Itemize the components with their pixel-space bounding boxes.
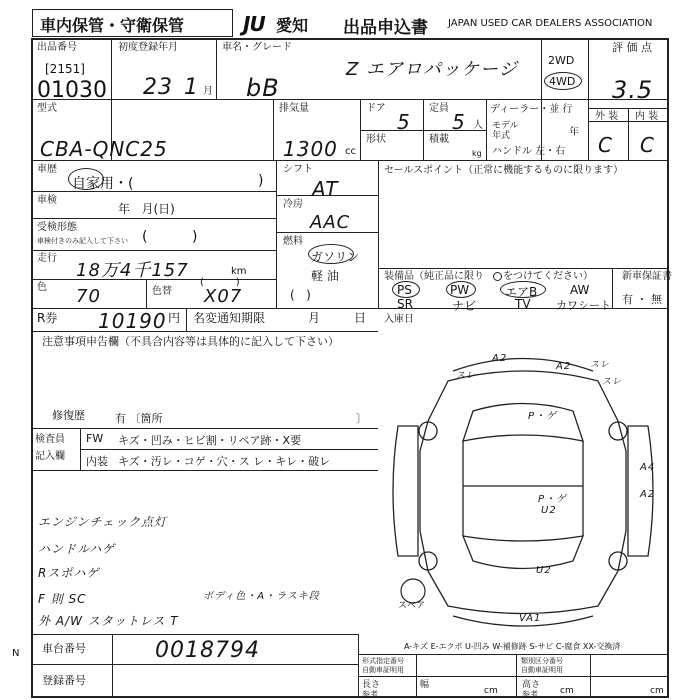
notes-label: 注意事項申告欄（不具合内容等は具体的に記入して下さい） <box>42 335 339 348</box>
frame-mid <box>31 664 358 665</box>
cert-div2 <box>516 654 517 698</box>
chassis-label: 車台番号 <box>42 642 86 655</box>
mark-a4-side: A4 <box>640 462 656 473</box>
inspector-label2: 記入欄 <box>35 451 65 462</box>
div-shift <box>378 160 379 308</box>
association-name: JAPAN USED CAR DEALERS ASSOCIATION <box>448 18 653 29</box>
history-value: 自家用・( <box>72 176 134 192</box>
reg-month: 1 <box>184 75 199 100</box>
warranty-value: 有 ・ 無 <box>622 293 662 306</box>
mark-u2-mid: U2 <box>541 505 557 516</box>
dealer-label: ディーラー・並 行 <box>490 104 573 115</box>
mileage-unit: km <box>231 266 247 277</box>
cooler: AAC <box>310 212 351 233</box>
shift: AT <box>312 177 339 201</box>
equip-item-aw: AW <box>570 283 590 297</box>
frame-top <box>31 634 358 635</box>
drive-2wd: 2WD <box>548 54 575 67</box>
fuel: ガソリン <box>311 250 360 264</box>
receipt-label: 受検形態 <box>37 222 77 233</box>
fuel-paren: ( ) <box>290 288 311 302</box>
frame-right <box>358 634 359 698</box>
doors: 5 <box>397 110 411 134</box>
color-change-label: 色替 <box>152 286 172 297</box>
notes-bottom <box>31 428 378 429</box>
seats-label: 定員 <box>429 103 449 114</box>
equip-top <box>378 268 669 269</box>
name-change-month: 月 <box>308 311 321 325</box>
cm-2: cm <box>560 686 574 696</box>
model-label: 型式 <box>37 103 57 114</box>
equipment-label: 装備品（純正品に限り <box>384 271 484 282</box>
mark-sure-3: スレ <box>602 377 623 387</box>
cert-sub2: 自動車証明用 <box>521 666 563 674</box>
name-change-day: 日 <box>354 311 367 325</box>
inspector-label1: 検査員 <box>35 434 65 445</box>
recycle-label: R券 <box>37 311 58 325</box>
mark-pge-2: P・ゲ <box>538 494 568 505</box>
cert-sub1: 自動車証明用 <box>362 666 404 674</box>
history-circle <box>68 168 104 190</box>
repair-value: 有 〔箇所 <box>115 412 163 425</box>
model-year-label: モデル <box>492 121 519 131</box>
door-label: ドア <box>366 103 386 114</box>
mileage: 18万4千157 <box>76 260 189 281</box>
inspection-value: 年 月(日) <box>118 202 175 216</box>
spare-label: スペア <box>398 601 426 611</box>
history-close: ) <box>258 173 264 189</box>
logo: JU <box>243 12 265 36</box>
cert-label1: 形式指定番号 <box>362 657 404 665</box>
sales-label: セールスポイント（正常に機能するものに限ります） <box>384 165 624 176</box>
recycle-div <box>186 308 187 331</box>
ref-label-1: 参考 <box>362 690 378 699</box>
cert-mid <box>358 676 669 677</box>
color: 70 <box>76 286 101 307</box>
mark-a2-side: A2 <box>640 489 656 500</box>
receipt-sub: 車検付きのみ記入して下さい <box>37 237 128 245</box>
equip-div <box>612 268 613 308</box>
insp-bottom <box>31 470 378 471</box>
equip-item-pw: PW <box>450 283 470 297</box>
mark-pge-1: P・ゲ <box>528 411 558 422</box>
interior-label: 内 装 <box>635 111 659 122</box>
div-drive <box>541 38 542 160</box>
shift-label: シフト <box>283 164 313 175</box>
shape-line <box>360 130 486 131</box>
equip-item-sr: SR <box>397 297 413 311</box>
div-history <box>276 160 277 308</box>
fuel-circle <box>308 244 354 264</box>
inspector-fw: FW <box>86 432 104 445</box>
mark-sure-2: スレ <box>590 360 611 370</box>
inspection-label: 車検 <box>37 195 57 206</box>
drive-4wd-circle <box>544 72 582 90</box>
damage-legend: A-キズ E-エクボ U-凹み W-補修跡 S-サビ C-腐食 XX-交換済 <box>404 642 621 651</box>
recycle-bottom <box>31 331 378 332</box>
mark-a2-top: A2 <box>492 353 508 364</box>
reg-year: 23 <box>143 75 173 100</box>
hist-3 <box>31 250 276 251</box>
pw-circle <box>446 281 476 298</box>
cert-div1 <box>416 654 417 698</box>
insp-div <box>80 428 81 470</box>
cert-label2: 類別区分番号 <box>521 657 563 665</box>
month-unit: 月 <box>203 86 213 97</box>
airbag-circle <box>500 281 546 298</box>
remark-1: エンジンチェック点灯 <box>38 515 168 529</box>
inspector-int: 内装 <box>86 455 108 468</box>
equip-item-ps: PS <box>397 283 412 297</box>
reg-label: 初度登録年月 <box>118 42 178 53</box>
name-change-label: 名変通知期限 <box>193 311 266 325</box>
equip-item-tv: TV <box>515 297 531 311</box>
remark-2: ハンドルハゲ <box>38 542 116 556</box>
spare-tire <box>401 579 425 603</box>
exterior-grade: C <box>598 133 613 157</box>
drive-4wd: 4WD <box>549 75 576 88</box>
side-mark: N <box>12 648 20 659</box>
ref-label-2: 参考 <box>522 690 538 699</box>
lot-number: 01030 <box>37 78 107 103</box>
remark-4: F 則 SC <box>38 592 87 606</box>
ext-int-div <box>628 108 629 160</box>
score-label: 評 価 点 <box>612 41 652 54</box>
ext-top <box>588 108 669 109</box>
car-diagram <box>378 331 669 641</box>
score: 3.5 <box>612 76 654 104</box>
color-paren: ( ) <box>200 277 240 288</box>
cm-3: cm <box>650 686 664 696</box>
remark-5: 外 A/W スタットレス T <box>38 614 179 628</box>
ps-circle <box>392 281 420 298</box>
cert-div3 <box>590 654 591 698</box>
mark-a2-front: A2 <box>556 361 572 372</box>
exterior-label: 外 装 <box>595 111 619 122</box>
disp-unit: cc <box>345 146 356 157</box>
equipment-circle-mark <box>493 272 502 281</box>
mileage-label: 走行 <box>37 253 57 264</box>
remark-3: Rスポハゲ <box>38 566 100 580</box>
remark-extra: ボディ色・A・ラスキ段 <box>203 591 320 602</box>
length-label: 長さ <box>362 680 381 690</box>
inspector-fw-items: キズ・凹み・ヒビ割・リペア跡・X要 <box>118 434 302 447</box>
history-label: 車歴 <box>37 164 57 175</box>
div-dealer <box>486 99 487 160</box>
repair-label: 修復歴 <box>52 409 85 422</box>
repair-close: 〕 <box>356 412 367 425</box>
load-unit: kg <box>472 149 482 158</box>
div-disp <box>273 99 274 160</box>
grade: Z エアロパッケージ <box>346 59 518 80</box>
equip-item-navi: ナビ <box>452 299 477 313</box>
handle-label: ハンドル 左・右 <box>492 146 566 157</box>
name-label: 車名・グレード <box>222 42 292 53</box>
hist-1 <box>31 191 276 192</box>
fuel2: 軽 油 <box>311 269 339 283</box>
warranty-label: 新車保証書 <box>622 271 672 282</box>
color-code: X07 <box>204 286 243 307</box>
year-unit: 年 <box>569 127 579 138</box>
equip-item-seat: カワシート <box>556 299 611 312</box>
seats: 5 <box>452 110 466 134</box>
color-div <box>146 279 147 308</box>
equip-item-airbag: エアB <box>505 285 538 299</box>
cm-1: cm <box>484 686 498 696</box>
lot-sub: [2151] <box>45 62 85 76</box>
recycle-unit: 円 <box>168 311 181 325</box>
insp-mid <box>80 449 378 450</box>
div-score <box>588 38 589 160</box>
car-name: bB <box>246 74 280 102</box>
entry-label: 入庫日 <box>384 314 414 325</box>
recycle-amount: 10190 <box>98 309 167 333</box>
div-reg <box>216 38 217 99</box>
inspector-int-items: キズ・汚レ・コゲ・穴・ス レ・キレ・破レ <box>118 455 331 468</box>
equipment-label-circle: をつけてください） <box>503 271 593 282</box>
model-year-label2: 年式 <box>492 131 511 141</box>
shape-label: 形状 <box>366 134 386 145</box>
fuel-label: 燃料 <box>283 236 303 247</box>
receipt-paren: ( ) <box>142 229 198 245</box>
chassis: 0018794 <box>155 638 260 663</box>
model: CBA-QNC25 <box>40 137 168 161</box>
cert-top <box>358 654 669 655</box>
disp-label: 排気量 <box>279 103 309 114</box>
mark-va1: VA1 <box>519 613 542 624</box>
interior-grade: C <box>640 133 655 157</box>
mark-sure-1: スレ <box>456 371 477 381</box>
lot-label: 出品番号 <box>37 42 77 53</box>
hist-2 <box>31 218 276 219</box>
reg-no-label: 登録番号 <box>42 674 86 687</box>
cooler-label: 冷房 <box>283 199 303 210</box>
height-label: 高さ <box>522 680 541 690</box>
form-title: 出品申込書 <box>343 18 428 38</box>
storage-label: 車内保管・守衛保管 <box>40 16 185 35</box>
org-name: 愛知 <box>276 16 309 35</box>
load-label: 積載 <box>429 134 449 145</box>
seats-unit: 人 <box>473 120 483 131</box>
width-label: 幅 <box>420 680 430 690</box>
row1-bottom <box>31 99 669 100</box>
mark-u2-rear: U2 <box>536 565 552 576</box>
frame-div <box>112 634 113 698</box>
displacement: 1300 <box>283 137 338 161</box>
color-label: 色 <box>37 282 47 293</box>
